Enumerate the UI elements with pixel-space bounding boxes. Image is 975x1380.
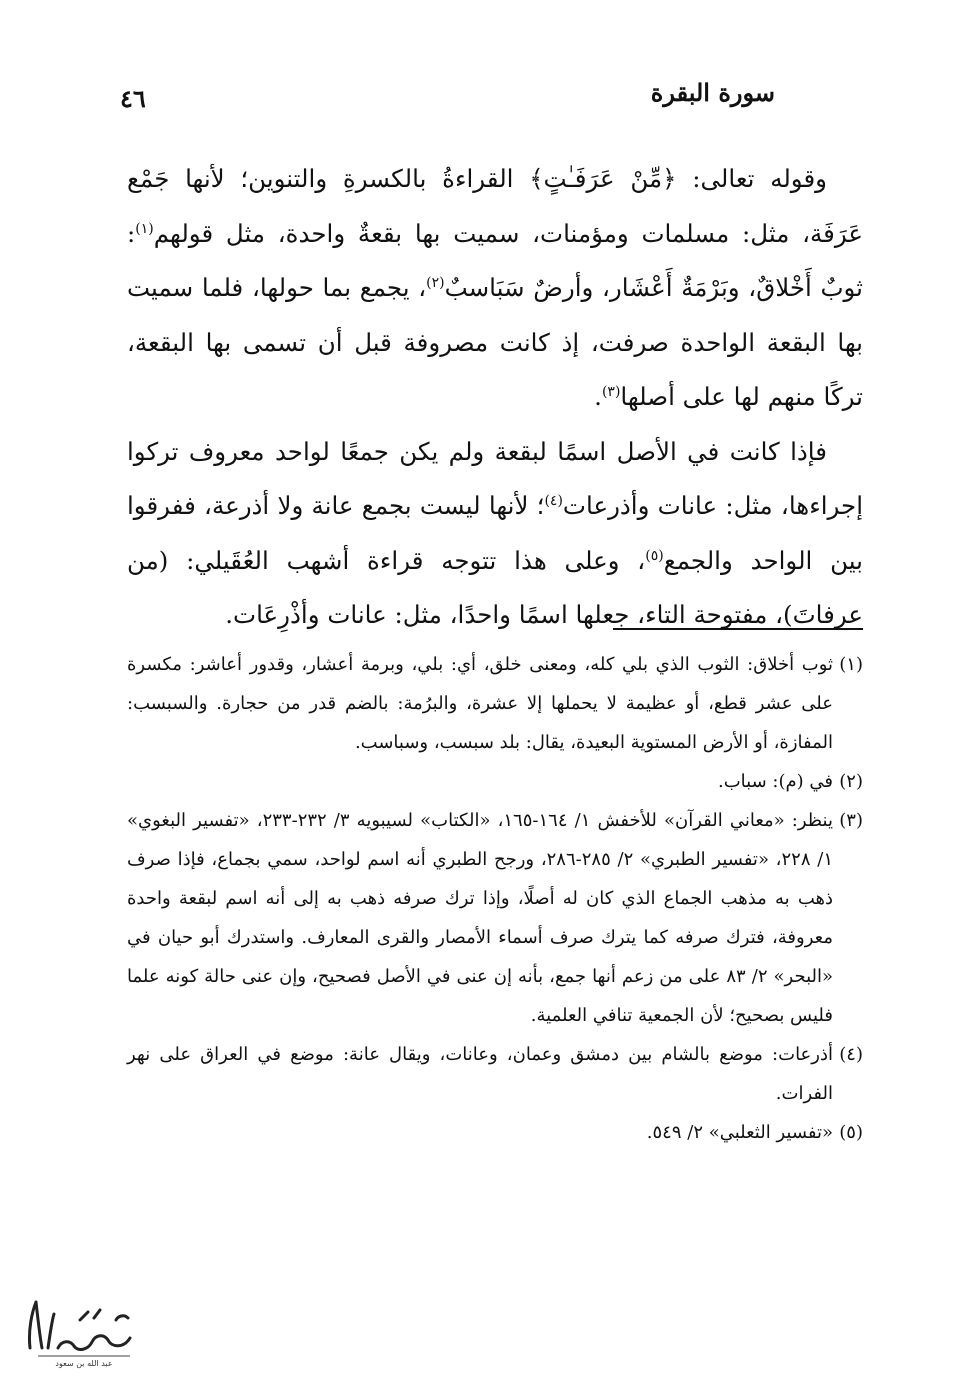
p1-text-d: . (594, 382, 602, 411)
footnote-number: (٢) (839, 771, 863, 792)
p1-text-b: : ثوبٌ أَخْلاقٌ، وبَرْمَةٌ أَعْشَار، وأرضٌ سَبَاسبٌ (127, 218, 863, 302)
main-text (127, 152, 863, 643)
footnote-ref-4[interactable]: (٤) (544, 492, 563, 509)
publisher-logo (18, 1290, 148, 1370)
footnote-text: «تفسير الثعلبي» ٢/ ٥٤٩. (646, 1122, 833, 1143)
p1-text-c: ، يجمع بما حولها، فلما سميت بها البقعة الواحدة صرفت، إذ كانت مصروفة قبل أن تسمى بها البقعة، تركًا منهم لها على أصلها (127, 273, 863, 411)
page-header (110, 78, 865, 118)
p1-text-a: وقوله تعالى: ﴿مِّنْ عَرَفَـٰتٍ﴾ القراءةُ بالكسرةِ والتنوين؛ لأنها جَمْع عَرَفَة، مثل: مسلمات ومؤمنات، سميت بها بقعةٌ واحدة، مثل قولهم (127, 164, 863, 248)
footnote-2 (127, 762, 863, 801)
footnote-number: (٥) (839, 1122, 863, 1143)
paragraph-1 (127, 152, 863, 425)
footnote-ref-2[interactable]: (٢) (426, 274, 445, 291)
footnote-text: ثوب أخلاق: الثوب الذي بلي كله، ومعنى خلق، أي: بلي، وبرمة أعشار، وقدور أعاشر: مكسرة على عشر قطع، أو عظيمة لا يحملها إلا عشرة، والبرُمة: بالضم قدر من حجارة. والسبسب: المفازة، أو الأرض المستوية البعيدة، يقال: بلد سبسب، وسباسب. (127, 654, 833, 753)
p2-text-b: ؛ لأنها ليست بجمع عانة ولا أذرعة، ففرقوا بين الواحد والجمع (127, 491, 863, 575)
footnote-text: ينظر: «معاني القرآن» للأخفش ١/ ١٦٤-١٦٥، «الكتاب» لسيبويه ٣/ ٢٣٢-٢٣٣، «تفسير البغوي» ١/ ٢٢٨، «تفسير الطبري» ٢/ ٢٨٥-٢٨٦، ورجح الطبري أنه اسم لواحد، سمي بجماع، فإذا صرف ذهب به مذهب الجماع الذي كان له أصلًا، وإذا ترك صرفه ذهب به إلى أنه اسم لبقعة واحدة معروفة، فترك صرفه كما يترك صرف أسماء الأمصار والقرى المعارف. واستدرك أبو حيان في «البحر» ٢/ ٨٣ على من زعم أنها جمع، بأنه إن عنى في الأصل فصحيح، وإن عنى حالة كونه علما فليس بصحيح؛ لأن الجمعية تنافي العلمية. (127, 810, 834, 1026)
footnote-3 (127, 801, 863, 1035)
logo-small-text: عبد الله بن سعود (55, 1359, 113, 1368)
page-number: ٤٦ (120, 84, 146, 113)
footnote-ref-3[interactable]: (٣) (601, 383, 621, 400)
footnote-number: (٣) (839, 810, 863, 831)
footnote-5 (127, 1113, 863, 1152)
footnote-number: (٤) (839, 1044, 863, 1065)
footnote-divider (613, 628, 863, 630)
surah-title: سورة البقرة (650, 78, 775, 107)
footnote-1 (127, 645, 863, 762)
footnote-4 (127, 1035, 863, 1113)
footnote-number: (١) (839, 654, 863, 675)
p2-text-c: ، وعلى هذا تتوجه قراءة أشهب العُقَيلي: (من عرفاتَ)، مفتوحة التاء، جعلها اسمًا واحدًا، مثل: عانات وأذْرِعَات. (127, 545, 863, 629)
p2-text-a: فإذا كانت في الأصل اسمًا لبقعة ولم يكن جمعًا لواحد معروف تركوا إجراءها، مثل: عانات وأذرعات (127, 436, 863, 520)
footnote-ref-5[interactable]: (٥) (645, 547, 664, 564)
footnote-text: في (م): سباب. (718, 771, 833, 792)
footnote-ref-1[interactable]: (١) (135, 220, 154, 237)
footnote-text: أذرعات: موضع بالشام بين دمشق وعمان، وعانات، ويقال عانة: موضع في العراق على نهر الفرات. (127, 1044, 833, 1104)
footnotes (127, 645, 863, 1152)
paragraph-2 (127, 425, 863, 643)
